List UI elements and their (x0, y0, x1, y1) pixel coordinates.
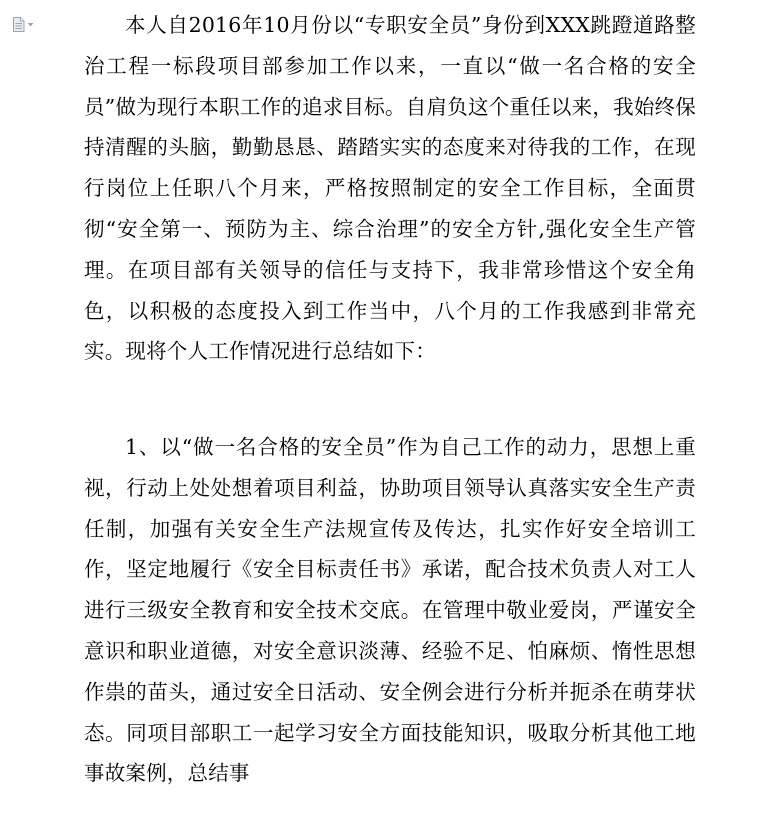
paragraph-spacer (84, 372, 696, 413)
caret-down-icon (27, 22, 34, 27)
paragraph-point-1: 1、以“做一名合格的安全员”作为自己工作的动力，思想上重视，行动上处处想着项目利益，协助项目领导认真落实安全生产责任制，加强有关安全生产法规宣传及传达，扎实作好安全培训工作，坚定地履行《安全目标责任书》承诺，配合技术负责人对工人进行三级安全教育和安全技术交底。在管理中敬业爱岗，严谨安全意识和职业道德，对安全意识淡薄、经验不足、怕麻烦、惰性思想作祟的苗头，通过安全日活动、安全例会进行分析并扼杀在萌芽状态。同项目部职工一起学习安全方面技能知识，吸取分析其他工地事故案例，总结事 (84, 434, 696, 786)
paragraph-intro: 本人自2016年10月份以“专职安全员”身份到XXX跳蹬道路整治工程一标段项目部参加工作以来，一直以“做一名合格的安全员”做为现行本职工作的追求目标。自肩负这个重任以来，我始终保持清醒的头脑，勤勤恳恳、踏踏实实的态度来对待我的工作，在现行岗位上任职八个月来，严格按照制定的安全工作目标，全面贯彻“安全第一、预防为主、综合治理”的安全方针,强化安全生产管理。在项目部有关领导的信任与支持下，我非常珍惜这个安全角色，以积极的态度投入到工作当中，八个月的工作我感到非常充实。现将个人工作情况进行总结如下： (84, 13, 696, 364)
document-icon (12, 17, 25, 32)
document-body (84, 5, 696, 794)
paragraph-options-menu[interactable] (12, 16, 38, 32)
